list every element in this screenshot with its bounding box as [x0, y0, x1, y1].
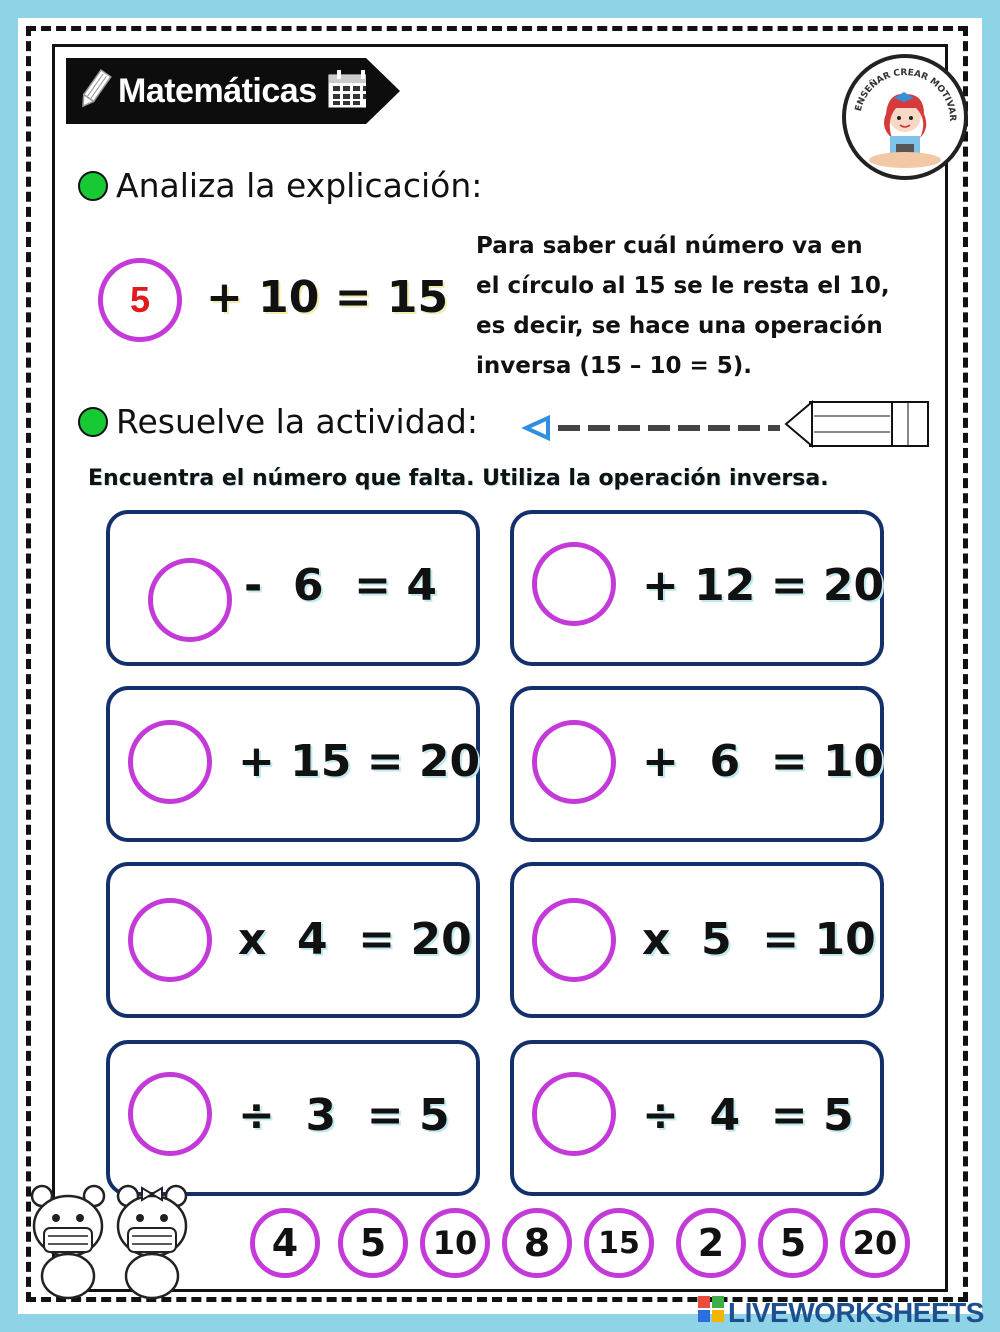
answer-circle[interactable]	[128, 1072, 212, 1156]
exercise-equation: ÷ 3 = 5	[238, 1090, 450, 1141]
exercise-card	[106, 510, 480, 666]
calendar-icon	[327, 69, 375, 113]
heading-text: Analiza la explicación:	[116, 166, 483, 205]
explanation-text	[476, 226, 926, 386]
example-equation: + 10 = 15	[206, 272, 449, 323]
answer-circle[interactable]	[148, 558, 232, 642]
answer-circle[interactable]	[532, 720, 616, 804]
instruction-text: Encuentra el número que falta. Utiliza la operación inversa.	[88, 466, 829, 491]
example-answer: 5	[129, 279, 151, 320]
exercise-card	[106, 686, 480, 842]
explanation-line: es decir, se hace una operación	[476, 313, 883, 339]
number-option[interactable]: 2	[676, 1208, 746, 1278]
page-title: Matemáticas	[118, 71, 317, 110]
exercise-card	[106, 1040, 480, 1196]
exercise-equation: + 6 = 10	[642, 736, 885, 787]
exercise-card	[510, 510, 884, 666]
answer-circle[interactable]	[128, 720, 212, 804]
number-option[interactable]: 8	[502, 1208, 572, 1278]
example-answer-circle	[98, 258, 182, 342]
exercise-equation: + 15 = 20	[238, 736, 481, 787]
answer-circle[interactable]	[128, 898, 212, 982]
number-option[interactable]: 5	[338, 1208, 408, 1278]
brand-text: LIVEWORKSHEETS	[728, 1296, 984, 1328]
section-heading-activity	[78, 402, 478, 441]
exercise-card	[510, 862, 884, 1018]
green-bullet-icon	[78, 171, 108, 201]
exercise-equation: - 6 = 4	[244, 560, 437, 611]
number-option[interactable]: 20	[840, 1208, 910, 1278]
title-banner	[66, 58, 366, 124]
exercise-equation: x 4 = 20	[238, 914, 472, 965]
brand-logo	[842, 54, 968, 180]
number-option[interactable]: 10	[420, 1208, 490, 1278]
liveworksheets-logo[interactable]	[698, 1296, 984, 1329]
answer-circle[interactable]	[532, 898, 616, 982]
logo-text: ENSEÑAR CREAR MOTIVAR	[853, 67, 958, 122]
answer-circle[interactable]	[532, 542, 616, 626]
number-option[interactable]: 4	[250, 1208, 320, 1278]
exercise-equation: x 5 = 10	[642, 914, 876, 965]
bears-with-masks-icon	[24, 1180, 194, 1304]
exercise-equation: + 12 = 20	[642, 560, 885, 611]
green-bullet-icon	[78, 407, 108, 437]
explanation-line: Para saber cuál número va en	[476, 233, 863, 259]
explanation-line: el círculo al 15 se le resta el 10,	[476, 273, 890, 299]
number-option[interactable]: 5	[758, 1208, 828, 1278]
answer-circle[interactable]	[532, 1072, 616, 1156]
explanation-line: inversa (15 – 10 = 5).	[476, 353, 752, 379]
pencil-icon	[78, 68, 112, 114]
heading-text: Resuelve la actividad:	[116, 402, 478, 441]
exercise-equation: ÷ 4 = 5	[642, 1090, 854, 1141]
number-option[interactable]: 15	[584, 1208, 654, 1278]
exercise-card	[510, 686, 884, 842]
liveworksheets-icon	[698, 1296, 724, 1329]
pencil-arrow-icon	[520, 396, 932, 458]
exercise-card	[106, 862, 480, 1018]
exercise-card	[510, 1040, 884, 1196]
section-heading-explanation	[78, 166, 482, 205]
